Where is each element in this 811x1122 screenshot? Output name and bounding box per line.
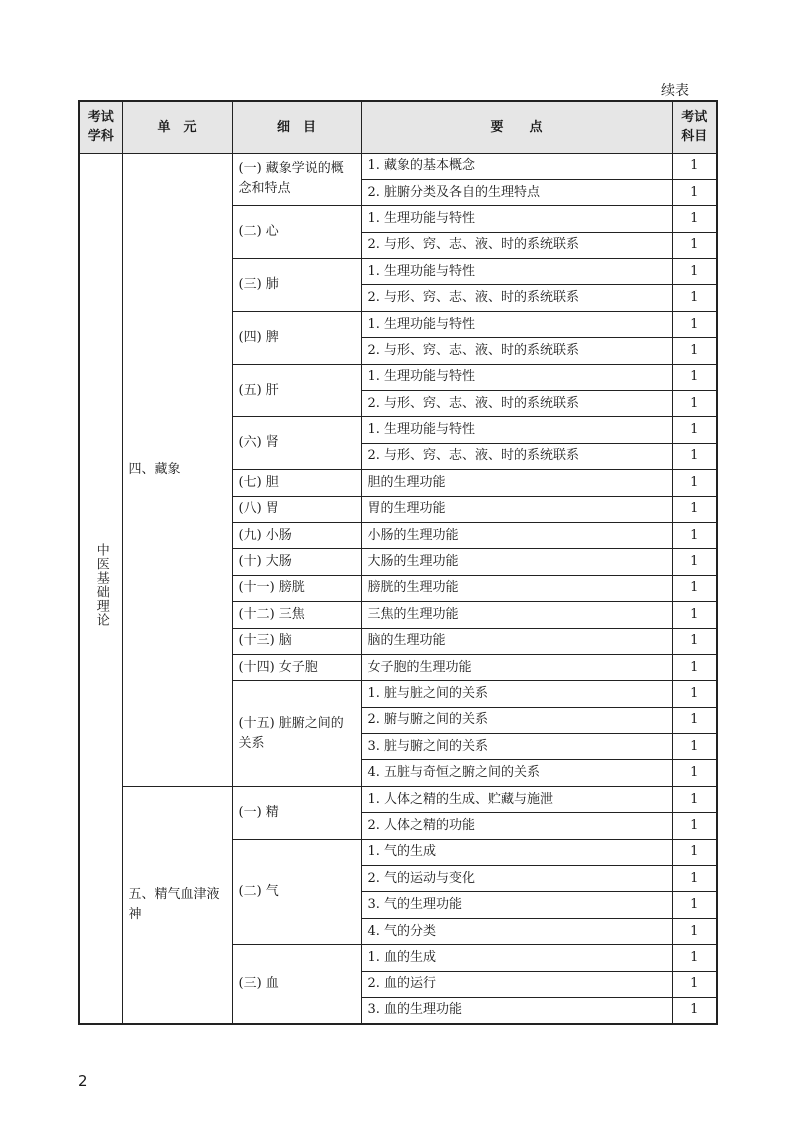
item-cell: (十一) 膀胱 (232, 575, 361, 601)
exam-subject-cell: 1 (672, 311, 717, 337)
point-cell: 胆的生理功能 (361, 470, 672, 496)
exam-subject-cell: 1 (672, 470, 717, 496)
exam-subject-cell: 1 (672, 417, 717, 443)
exam-subject-cell: 1 (672, 602, 717, 628)
header-exam-text: 考试 科目 (681, 110, 708, 145)
subject-cell (79, 153, 122, 1024)
point-cell: 大肠的生理功能 (361, 549, 672, 575)
header-row (79, 101, 717, 153)
header-subject (79, 101, 122, 153)
point-cell: 4. 气的分类 (361, 918, 672, 944)
point-cell: 2. 与形、窍、志、液、时的系统联系 (361, 285, 672, 311)
exam-subject-cell: 1 (672, 813, 717, 839)
point-cell: 2. 腑与腑之间的关系 (361, 707, 672, 733)
point-cell: 小肠的生理功能 (361, 522, 672, 548)
exam-subject-cell: 1 (672, 522, 717, 548)
exam-subject-cell: 1 (672, 892, 717, 918)
exam-subject-cell: 1 (672, 443, 717, 469)
exam-subject-cell: 1 (672, 338, 717, 364)
header-exam (672, 101, 717, 153)
item-cell: (二) 心 (232, 206, 361, 259)
point-cell: 1. 生理功能与特性 (361, 364, 672, 390)
exam-subject-cell: 1 (672, 153, 717, 179)
point-cell: 女子胞的生理功能 (361, 654, 672, 680)
point-cell: 1. 生理功能与特性 (361, 259, 672, 285)
point-cell: 2. 与形、窍、志、液、时的系统联系 (361, 232, 672, 258)
item-cell: (二) 气 (232, 839, 361, 945)
item-cell: (一) 藏象学说的概念和特点 (232, 153, 361, 206)
exam-subject-cell: 1 (672, 945, 717, 971)
table-body (79, 153, 717, 1024)
point-cell: 1. 藏象的基本概念 (361, 153, 672, 179)
exam-subject-cell: 1 (672, 786, 717, 812)
table-row (79, 153, 717, 179)
exam-subject-cell: 1 (672, 760, 717, 786)
item-cell: (六) 肾 (232, 417, 361, 470)
unit-cell: 四、藏象 (122, 153, 232, 786)
point-cell: 4. 五脏与奇恒之腑之间的关系 (361, 760, 672, 786)
point-cell: 三焦的生理功能 (361, 602, 672, 628)
item-cell: (七) 胆 (232, 470, 361, 496)
item-cell: (四) 脾 (232, 311, 361, 364)
exam-subject-cell: 1 (672, 259, 717, 285)
header-unit: 单 元 (122, 101, 232, 153)
point-cell: 1. 血的生成 (361, 945, 672, 971)
point-cell: 1. 气的生成 (361, 839, 672, 865)
exam-subject-cell: 1 (672, 734, 717, 760)
point-cell: 2. 与形、窍、志、液、时的系统联系 (361, 338, 672, 364)
item-cell: (一) 精 (232, 786, 361, 839)
exam-subject-cell: 1 (672, 654, 717, 680)
exam-subject-cell: 1 (672, 232, 717, 258)
item-cell: (八) 胃 (232, 496, 361, 522)
item-cell: (十二) 三焦 (232, 602, 361, 628)
point-cell: 3. 血的生理功能 (361, 998, 672, 1024)
continued-label: 续表 (661, 83, 689, 99)
point-cell: 2. 脏腑分类及各自的生理特点 (361, 179, 672, 205)
point-cell: 1. 生理功能与特性 (361, 417, 672, 443)
item-cell: (三) 肺 (232, 259, 361, 312)
exam-subject-cell: 1 (672, 839, 717, 865)
point-cell: 2. 人体之精的功能 (361, 813, 672, 839)
page-number: 2 (78, 1072, 88, 1090)
exam-subject-cell: 1 (672, 285, 717, 311)
point-cell: 脑的生理功能 (361, 628, 672, 654)
point-cell: 1. 脏与脏之间的关系 (361, 681, 672, 707)
header-item: 细 目 (232, 101, 361, 153)
point-cell: 3. 气的生理功能 (361, 892, 672, 918)
exam-subject-cell: 1 (672, 206, 717, 232)
point-cell: 1. 生理功能与特性 (361, 311, 672, 337)
item-cell: (九) 小肠 (232, 522, 361, 548)
point-cell: 1. 生理功能与特性 (361, 206, 672, 232)
exam-subject-cell: 1 (672, 496, 717, 522)
exam-subject-cell: 1 (672, 549, 717, 575)
point-cell: 1. 人体之精的生成、贮藏与施泄 (361, 786, 672, 812)
exam-subject-cell: 1 (672, 998, 717, 1024)
item-cell: (五) 肝 (232, 364, 361, 417)
point-cell: 2. 气的运动与变化 (361, 866, 672, 892)
exam-subject-cell: 1 (672, 707, 717, 733)
exam-subject-cell: 1 (672, 681, 717, 707)
point-cell: 2. 与形、窍、志、液、时的系统联系 (361, 391, 672, 417)
item-cell: (三) 血 (232, 945, 361, 1024)
unit-cell: 五、精气血津液神 (122, 786, 232, 1024)
item-cell: (十三) 脑 (232, 628, 361, 654)
header-point: 要 点 (361, 101, 672, 153)
exam-subject-cell: 1 (672, 971, 717, 997)
exam-subject-cell: 1 (672, 628, 717, 654)
exam-subject-cell: 1 (672, 918, 717, 944)
header-subject-text: 考试 学科 (87, 110, 114, 145)
exam-subject-cell: 1 (672, 179, 717, 205)
point-cell: 3. 脏与腑之间的关系 (361, 734, 672, 760)
exam-subject-cell: 1 (672, 391, 717, 417)
item-cell: (十) 大肠 (232, 549, 361, 575)
table-row (79, 786, 717, 812)
syllabus-table (78, 100, 718, 1025)
item-cell: (十五) 脏腑之间的关系 (232, 681, 361, 787)
point-cell: 胃的生理功能 (361, 496, 672, 522)
subject-text: 中医基础理论 (93, 542, 109, 627)
exam-subject-cell: 1 (672, 364, 717, 390)
point-cell: 2. 与形、窍、志、液、时的系统联系 (361, 443, 672, 469)
item-cell: (十四) 女子胞 (232, 654, 361, 680)
exam-subject-cell: 1 (672, 866, 717, 892)
point-cell: 2. 血的运行 (361, 971, 672, 997)
point-cell: 膀胱的生理功能 (361, 575, 672, 601)
exam-subject-cell: 1 (672, 575, 717, 601)
